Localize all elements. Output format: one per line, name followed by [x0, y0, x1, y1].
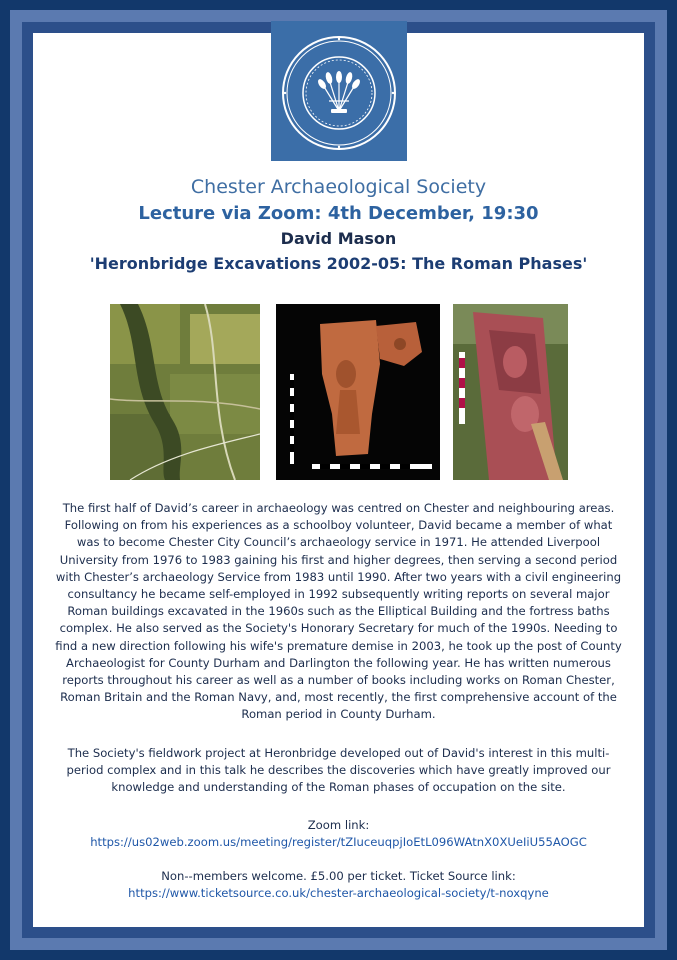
- speaker-biography: The first half of David’s career in archaeology was centred on Chester and neighbouring areas. Following on from his experiences as a schoolboy volunteer, David became a member of what was to become Chester City Council’s archaeology service in 1971. He attended Liverpool University from 1976 to 1983 gaining his first and higher degrees, then serving a second period with Chester’s archaeology Service from 1983 until 1990. After two years with a civil engineering consultancy he became self-employed in 1992 subsequently writing reports on several major Roman buildings excavated in the 1960s such as the Elliptical Building and the fortress baths complex. He also served as the Society's Honorary Secretary for much of the 1990s. Needing to find a new direction following his wife's premature demise in 2003, he took up the post of County Archaeologist for County Durham and Darlington the following year. He has written numerous reports throughout his career as well as a number of books including works on Roman Chester, Roman Britain and the Roman Navy, and, most recently, the first comprehensive account of the Roman period in County Durham.: [55, 501, 622, 722]
- lecture-date-heading: Lecture via Zoom: 4th December, 19:30: [138, 203, 539, 224]
- society-name: Chester Archaeological Society: [190, 176, 487, 198]
- ticketsource-link[interactable]: https://www.ticketsource.co.uk/chester-archaeological-society/t-noxqyne: [128, 886, 549, 900]
- ticket-info-label: Non--members welcome. £5.00 per ticket. Ticket Source link:: [161, 869, 516, 883]
- wheatsheaf-seal-icon: [271, 21, 407, 161]
- carved-relief-photo: [453, 304, 568, 480]
- aerial-photo: [110, 304, 260, 480]
- talk-description: The Society's fieldwork project at Heronbridge developed out of David's interest in this multi-period complex and in this talk he describes the discoveries which have greatly improved our knowledge and understanding of the Roman phases of occupation on the site.: [66, 746, 611, 795]
- zoom-link-label: Zoom link:: [307, 818, 370, 832]
- poster-sheet: [33, 33, 644, 927]
- zoom-registration-link[interactable]: https://us02web.zoom.us/meeting/register/tZIuceuqpjIoEtL096WAtnX0XUeIiU55AOGC: [90, 835, 587, 849]
- speaker-name: David Mason: [280, 229, 397, 248]
- society-seal-logo: [271, 21, 407, 161]
- sculpture-fragments-photo: [276, 304, 440, 480]
- talk-title: 'Heronbridge Excavations 2002-05: The Roman Phases': [89, 254, 588, 273]
